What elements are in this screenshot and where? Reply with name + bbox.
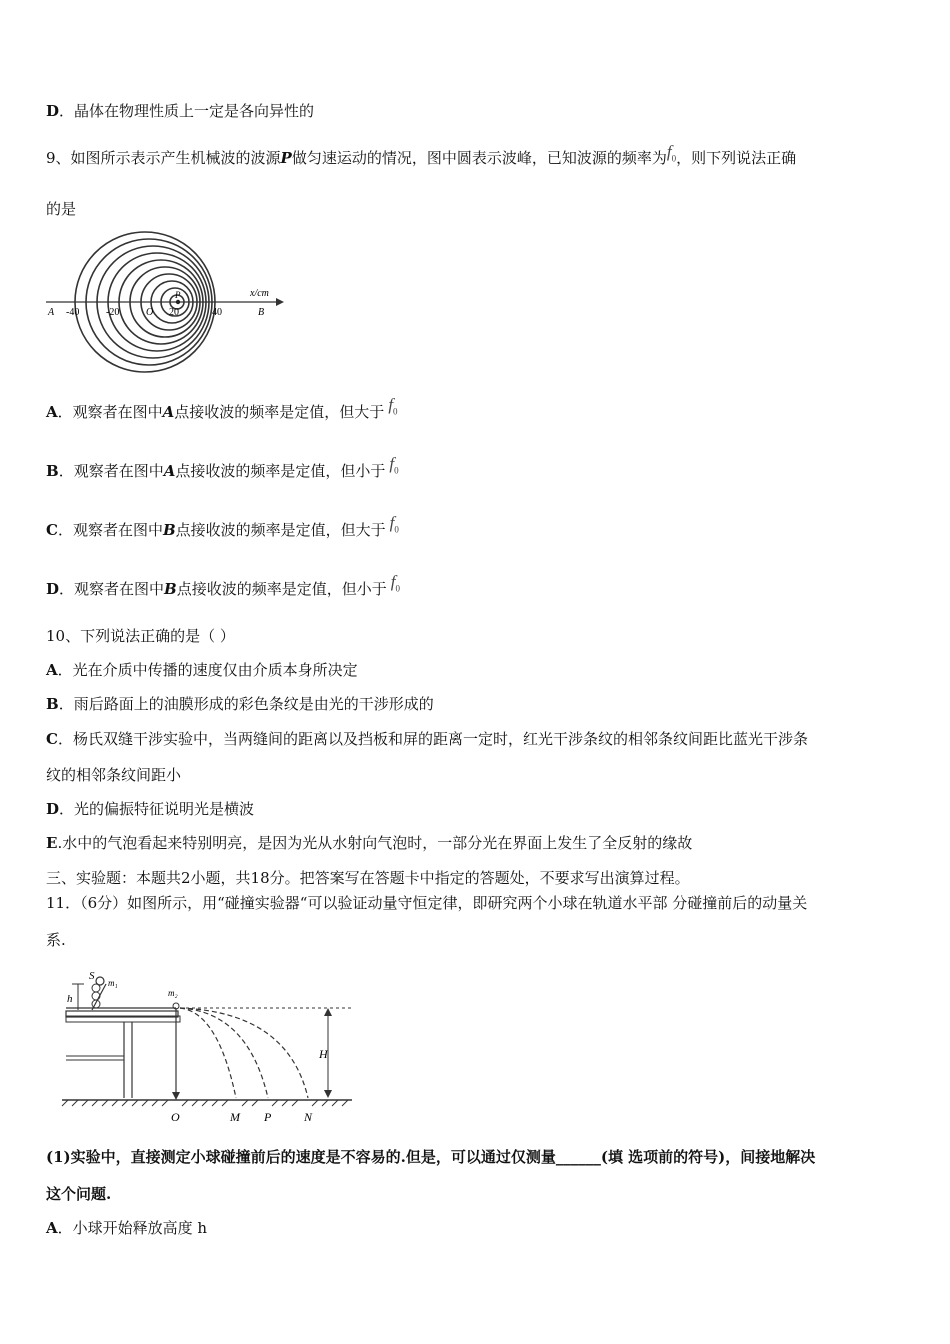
f0-subscript: 0 xyxy=(671,153,677,164)
option-text: ．观察者在图中 xyxy=(58,462,164,480)
q10-option-c xyxy=(46,729,808,749)
option-text: 点接收波的频率是定值，但小于 xyxy=(175,462,386,480)
ground-hatch xyxy=(62,1100,348,1106)
label-n: N xyxy=(304,1110,313,1124)
label-o: O xyxy=(171,1110,180,1124)
point-a-label: A xyxy=(48,307,55,318)
q10-option-a xyxy=(46,660,358,680)
q10-option-c-line2: 纹的相邻条纹间距小 xyxy=(46,766,182,784)
option-letter: D xyxy=(46,800,60,818)
option-text: ．雨后路面上的油膜形成的彩色条纹是由光的干涉形成的 xyxy=(58,695,434,713)
option-point: A xyxy=(163,462,176,480)
q11-sub1-line2: 这个问题. xyxy=(46,1185,112,1203)
source-label: P xyxy=(175,290,181,300)
f0-symbol xyxy=(389,513,399,535)
q9-option-b xyxy=(46,454,399,487)
option-text: 点接收波的频率是定值，但大于 xyxy=(174,403,385,421)
q9-option-c xyxy=(46,513,399,546)
f0-letter: f xyxy=(388,395,394,414)
f0-letter: f xyxy=(389,513,395,532)
f0-letter: f xyxy=(666,142,672,161)
option-letter: B xyxy=(46,462,59,480)
q9-stem-text-c: ，则下列说法正确 xyxy=(676,149,797,167)
label-H: H xyxy=(319,1047,328,1061)
option-text: ．光在介质中传播的速度仅由介质本身所决定 xyxy=(57,661,358,679)
ball-m1 xyxy=(96,977,104,985)
label-m2: m₂ xyxy=(168,988,178,998)
q11-sub1 xyxy=(46,1147,815,1167)
q9-option-d xyxy=(46,572,400,605)
option-text: ．观察者在图中 xyxy=(57,403,163,421)
answer-blank: ______ xyxy=(555,1148,601,1166)
option-letter: A xyxy=(46,1219,58,1237)
q8-option-d xyxy=(46,101,314,121)
f0-symbol xyxy=(390,572,400,594)
q11-collision-figure xyxy=(58,968,358,1128)
q9-stem-text-b: 做匀速运动的情况，图中圆表示波峰，已知波源的频率为 xyxy=(291,149,667,167)
label-m: M xyxy=(230,1110,240,1124)
option-point: B xyxy=(162,521,176,539)
section-3-heading: 三、实验题：本题共2小题，共18分。把答案写在答题卡中指定的答题处，不要求写出演算过程。 xyxy=(46,869,690,887)
option-point: B xyxy=(164,580,177,598)
option-letter: B xyxy=(46,695,59,713)
tick-label: 20 xyxy=(169,307,179,318)
option-point: A xyxy=(162,403,175,421)
option-text: 点接收波的频率是定值，但大于 xyxy=(175,521,386,539)
option-text: 点接收波的频率是定值，但小于 xyxy=(176,580,387,598)
trajectory-m xyxy=(180,1008,236,1098)
option-text: ．杨氏双缝干涉实验中，当两缝间的距离以及挡板和屏的距离一定时，红光干涉条纹的相邻条纹间距比蓝光干涉条 xyxy=(57,730,808,748)
tick-label: 40 xyxy=(212,307,222,318)
axis-unit-label: x/cm xyxy=(250,288,269,299)
trajectory-n xyxy=(180,1008,308,1098)
height-arrow-top xyxy=(324,1008,332,1016)
option-letter: C xyxy=(46,730,58,748)
label-s: S xyxy=(89,970,95,982)
option-letter: A xyxy=(46,403,58,421)
f0-symbol xyxy=(666,142,677,164)
f0-subscript: 0 xyxy=(394,465,399,476)
q10-option-d xyxy=(46,799,254,819)
height-arrow-bottom xyxy=(324,1090,332,1098)
tick-label: -40 xyxy=(66,307,80,318)
q9-stem-text-a: 9、如图所示表示产生机械波的波源 xyxy=(46,149,281,167)
label-m1: m₁ xyxy=(108,978,118,988)
option-text: ．观察者在图中 xyxy=(57,521,163,539)
label-p: P xyxy=(264,1110,272,1124)
q11-sub1-text-b: (填 选项前的符号)，间接地解决 xyxy=(600,1148,816,1166)
f0-letter: f xyxy=(389,454,395,473)
f0-subscript: 0 xyxy=(394,524,399,535)
q9-option-a xyxy=(46,395,398,428)
q10-stem: 10、下列说法正确的是（ ） xyxy=(46,627,235,645)
label-h: h xyxy=(67,993,73,1005)
q9-stem-line2: 的是 xyxy=(46,200,77,218)
tick-label: -20 xyxy=(106,307,120,318)
ball-m1-stack xyxy=(92,1000,100,1008)
option-letter: C xyxy=(46,521,58,539)
q11-stem-line2: 系. xyxy=(46,931,66,949)
f0-symbol xyxy=(389,454,399,476)
trajectory-p xyxy=(180,1008,268,1098)
q10-option-e xyxy=(46,833,692,853)
source-p-dot xyxy=(176,300,180,304)
q11-sub1-text-a: (1)实验中，直接测定小球碰撞前后的速度是不容易的.但是，可以通过仅测量 xyxy=(46,1148,556,1166)
option-text: ．观察者在图中 xyxy=(59,580,165,598)
plumb-arrow xyxy=(172,1092,180,1100)
f0-subscript: 0 xyxy=(393,406,398,417)
option-text: ．光的偏振特征说明光是横波 xyxy=(59,800,255,818)
option-text: ．晶体在物理性质上一定是各向异性的 xyxy=(59,102,315,120)
option-text: .水中的气泡看起来特别明亮，是因为光从水射向气泡时，一部分光在界面上发生了全反射的缘故 xyxy=(57,834,693,852)
q11-stem: 11．（6分）如图所示，用“碰撞实验器“可以验证动量守恒定律，即研究两个小球在轨道水平部 分碰撞前后的动量关 xyxy=(46,894,808,912)
x-axis-arrow xyxy=(276,298,284,306)
q9-stem xyxy=(46,142,797,174)
q11-option-a xyxy=(46,1218,207,1238)
q9-wave-figure xyxy=(44,226,284,376)
option-letter: E xyxy=(46,834,58,852)
f0-symbol xyxy=(388,395,398,417)
option-letter: D xyxy=(46,580,60,598)
option-letter: A xyxy=(46,661,58,679)
origin-label: O xyxy=(146,307,154,318)
f0-subscript: 0 xyxy=(395,583,400,594)
q10-option-b xyxy=(46,694,434,714)
ball-m1-stack xyxy=(92,992,100,1000)
q9-stem-source-p: P xyxy=(280,149,292,167)
option-letter: D xyxy=(46,102,60,120)
point-b-label: B xyxy=(258,307,265,318)
option-text: ．小球开始释放高度 h xyxy=(57,1219,208,1237)
f0-letter: f xyxy=(390,572,396,591)
